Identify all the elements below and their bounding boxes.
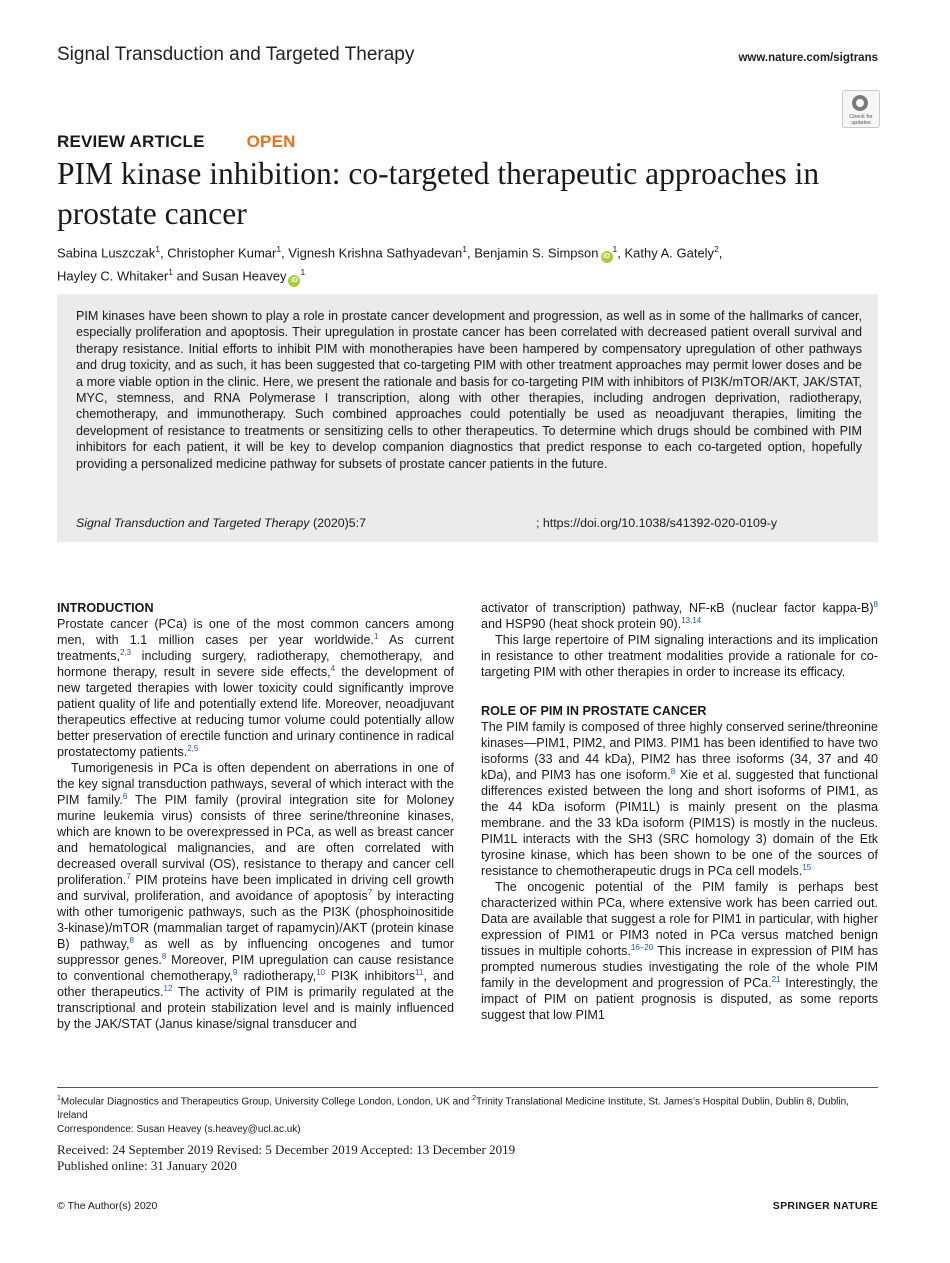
citation-ref[interactable]: 11 <box>415 967 424 977</box>
citation-ref[interactable]: 2,3 <box>120 647 132 657</box>
journal-name: Signal Transduction and Targeted Therapy <box>57 44 415 65</box>
affiliation-sup: 1 <box>300 267 306 278</box>
check-for-updates-badge[interactable] <box>842 90 880 128</box>
citation-ref[interactable]: 7 <box>126 871 131 881</box>
affiliation-sup: 1 <box>155 244 161 254</box>
citation-ref[interactable]: 8 <box>129 935 134 945</box>
correspondence[interactable]: Correspondence: Susan Heavey (s.heavey@ucl.ac.uk) <box>57 1124 301 1136</box>
author-name[interactable]: , Vignesh Krishna Sathyadevan <box>281 245 463 261</box>
author-separator: , <box>718 245 723 261</box>
section-heading-introduction: INTRODUCTION <box>57 601 154 615</box>
citation-ref[interactable]: 8 <box>161 951 167 961</box>
affiliations: $^1$Molecular Diagnostics and Therapeutics Group, University College London, London, UK and $^2$Trinity Translational Medicine Institute, St. James’s Hospital Dublin, Dublin 8, Dublin, Ireland Correspondence: Susan Heavey (s.heavey@ucl.ac.uk) <box>57 1095 849 1136</box>
author-name[interactable]: , Benjamin S. Simpson <box>466 245 599 261</box>
citation-ref[interactable]: 1 <box>373 631 379 641</box>
author-name[interactable]: Hayley C. Whitaker <box>57 268 169 284</box>
open-access-label: OPEN <box>246 132 296 151</box>
copyright: © The Author(s) 2020 <box>57 1200 158 1212</box>
affiliation-sup: 1 <box>168 267 173 278</box>
article-title: PIM kinase inhibition: co-targeted therapeutic approaches in prostate cancer <box>57 156 820 231</box>
affiliation-sup: 1 <box>276 244 282 254</box>
journal-website-link[interactable]: www.nature.com/sigtrans <box>738 52 878 64</box>
orcid-icon[interactable]: iD <box>601 251 613 263</box>
left-column <box>57 600 454 1032</box>
citation-ref[interactable]: 12 <box>163 983 173 993</box>
publication-dates: Received: 24 September 2019 Revised: 5 December 2019 Accepted: 13 December 2019 Published online: 31 January 2020 <box>57 1142 516 1173</box>
citation-ref[interactable]: 10 <box>316 967 325 977</box>
citation-separator: ; <box>536 516 540 530</box>
paragraph: Tumorigenesis in PCa is often dependent on aberrations in one of the key signal transduction pathways, several of which interact with the PIM family.$^6$ The PIM family (proviral integration site for Moloney murine leukemia virus) consists of three serine/threonine kinases, which are known to be overexpressed in PCa, as well as breast cancer and hematological malignancies, and are often correlated with decreased overall survival (OS), resistance to therapy and cancer cell proliferation.$^7$ PIM proteins have been implicated in driving cell growth and survival, proliferation, and avoidance of apoptosis$^7$ by interacting with other tumorigenic pathways, such as the PI3K (phosphoinositide 3-kinase)/mTOR (mammalian target of rapamycin)/AKT (protein kinase B) pathway,$^8$ as well as by influencing oncogenes and tumor suppressor genes.$^8$ Moreover, PIM upregulation can cause resistance to conventional chemotherapy,$^9$ radiotherapy,$^{10}$ PI3K inhibitors$^{11}$, and other therapeutics.$^{12}$ The activity of PIM is primarily regulated at the transcriptional and protein stabilization level and is mainly influenced by the JAK/STAT (Janus kinase/signal transducer and <box>57 761 455 1031</box>
citation-ref[interactable]: 4 <box>330 663 336 673</box>
citation-volume: (2020)5:7 <box>309 516 366 530</box>
author-list <box>57 240 887 287</box>
article-type <box>57 132 296 152</box>
section-gap <box>481 680 878 703</box>
paragraph: activator of transcription) pathway, NF-κB (nuclear factor kappa-B)$^8$ and HSP90 (heat shock protein 90).$^{13,14}$ <box>481 599 878 631</box>
paragraph: The PIM family is composed of three highly conserved serine/threonine kinases—PIM1, PIM2, and PIM3. PIM1 has been identified to have two isoforms (33 and 44 kDa), PIM2 has three isoforms (34, 37 and 40 kDa), and PIM3 has one isoform.$^8$ Xie et al. suggested that functional differences existed between the long and short isoforms of PIM1, as the 44 kDa isoform (PIM1L) is mainly present on the plasma membrane. and the 33 kDa isoform (PIM1S) is mostly in the nucleus. PIM1L interacts with the SH3 (SRC homology 3) domain of the Etk tyrosine kinase, which has been shown to be one of the sources of resistance to chemotherapeutic drugs in PCa cell models.$^{15}$ <box>481 720 878 878</box>
author-name[interactable]: Sabina Luszczak <box>57 245 156 261</box>
author-name[interactable]: , Christopher Kumar <box>160 245 277 261</box>
paragraph: The oncogenic potential of the PIM family is perhaps best characterized within PCa, where extensive work has been carried out. Data are available that suggest a role for PIM1 in particular, with higher expression of PIM1 or PIM3 noted in PCa versus matched benign tissues in multiple cohorts.$^{16-20}$ This increase in expression of PIM has prompted numerous studies investigating the role of the whole PIM family in the development and progression of PCa.$^{21}$ Interestingly, the impact of PIM on patient prognosis is disputed, as some reports suggest that low PIM1 <box>481 880 878 1022</box>
citation-ref[interactable]: 8 <box>873 599 878 609</box>
updates-label: Check for updates <box>849 114 873 126</box>
affiliation-sup: 2 <box>714 244 719 254</box>
citation-ref[interactable]: 21 <box>771 974 781 984</box>
section-heading-role-of-pim: ROLE OF PIM IN PROSTATE CANCER <box>481 704 707 718</box>
citation-line <box>76 516 777 530</box>
paragraph: Prostate cancer (PCa) is one of the most common cancers among men, with 1.1 million cases per year worldwide.$^1$ As current treatments,$^{2,3}$ including surgery, radiotherapy, chemotherapy, and hormone therapy, result in severe side effects,$^4$ the development of new targeted therapies with lower toxicity could significantly improve patient quality of life and potentially extend life. Moreover, neoadjuvant therapeutics effective at reducing tumor volume could potentially allow better preservation of erectile function and urinary continence in radical prostatectomy patients.$^{2,5}$ <box>57 617 455 759</box>
citation-ref[interactable]: 8 <box>670 766 676 776</box>
right-column <box>481 600 878 1023</box>
citation-ref[interactable]: 9 <box>232 967 238 977</box>
paragraph: This large repertoire of PIM signaling interactions and its implication in resistance to other treatment modalities provide a rationale for co-targeting PIM with other therapies in order to increase its efficacy. <box>481 633 878 679</box>
abstract-text: PIM kinases have been shown to play a role in prostate cancer development and progression, as well as in some of the hallmarks of cancer, especially proliferation and apoptosis. Their upregulation in prostate cancer has been correlated with decreased patient overall survival and therapy resistance. Initial efforts to inhibit PIM with monotherapies have been hampered by compensatory upregulation of other pathways and drug toxicity, and as such, it has been suggested that co-targeting PIM with other treatment approaches may permit lower doses and be a more viable option in the clinic. Here, we present the rationale and basis for co-targeting PIM with inhibitors of PI3K/mTOR/AKT, JAK/STAT, MYC, stemness, and RNA Polymerase I transcription, along with other therapies, including androgen deprivation, radiotherapy, chemotherapy, and immunotherapy. Such combined approaches could potentially be used as neoadjuvant therapies, limiting the development of resistance to treatments or sensitizing cells to other therapeutics. To determine which drugs should be combined with PIM inhibitors for each patient, it will be key to develop companion diagnostics that predict response to each co-targeted option, hopefully providing a personalized medicine pathway for subsets of prostate cancer patients in the future. <box>76 309 862 471</box>
orcid-icon[interactable]: iD <box>288 275 300 287</box>
citation-ref[interactable]: 13,14 <box>681 615 702 625</box>
updates-icon <box>852 95 868 111</box>
abstract-box <box>57 294 878 542</box>
footnote-divider <box>57 1087 878 1088</box>
publisher-logo: SPRINGER NATURE <box>772 1200 878 1212</box>
citation-journal: Signal Transduction and Targeted Therapy <box>76 516 310 530</box>
doi-link[interactable]: https://doi.org/10.1038/s41392-020-0109-y <box>539 516 778 530</box>
affiliation-sup: 1 <box>612 244 618 254</box>
citation-ref[interactable]: 15 <box>802 862 812 872</box>
affiliation-sup: 1 <box>462 244 467 254</box>
citation-ref[interactable]: 16–20 <box>630 942 654 952</box>
review-article-label: REVIEW ARTICLE <box>57 132 205 151</box>
citation-ref[interactable]: 6 <box>122 791 128 801</box>
citation-ref[interactable]: 2,5 <box>187 743 199 753</box>
author-name[interactable]: and Susan Heavey <box>172 268 287 284</box>
citation-ref[interactable]: 7 <box>367 887 373 897</box>
author-name[interactable]: , Kathy A. Gately <box>617 245 715 261</box>
